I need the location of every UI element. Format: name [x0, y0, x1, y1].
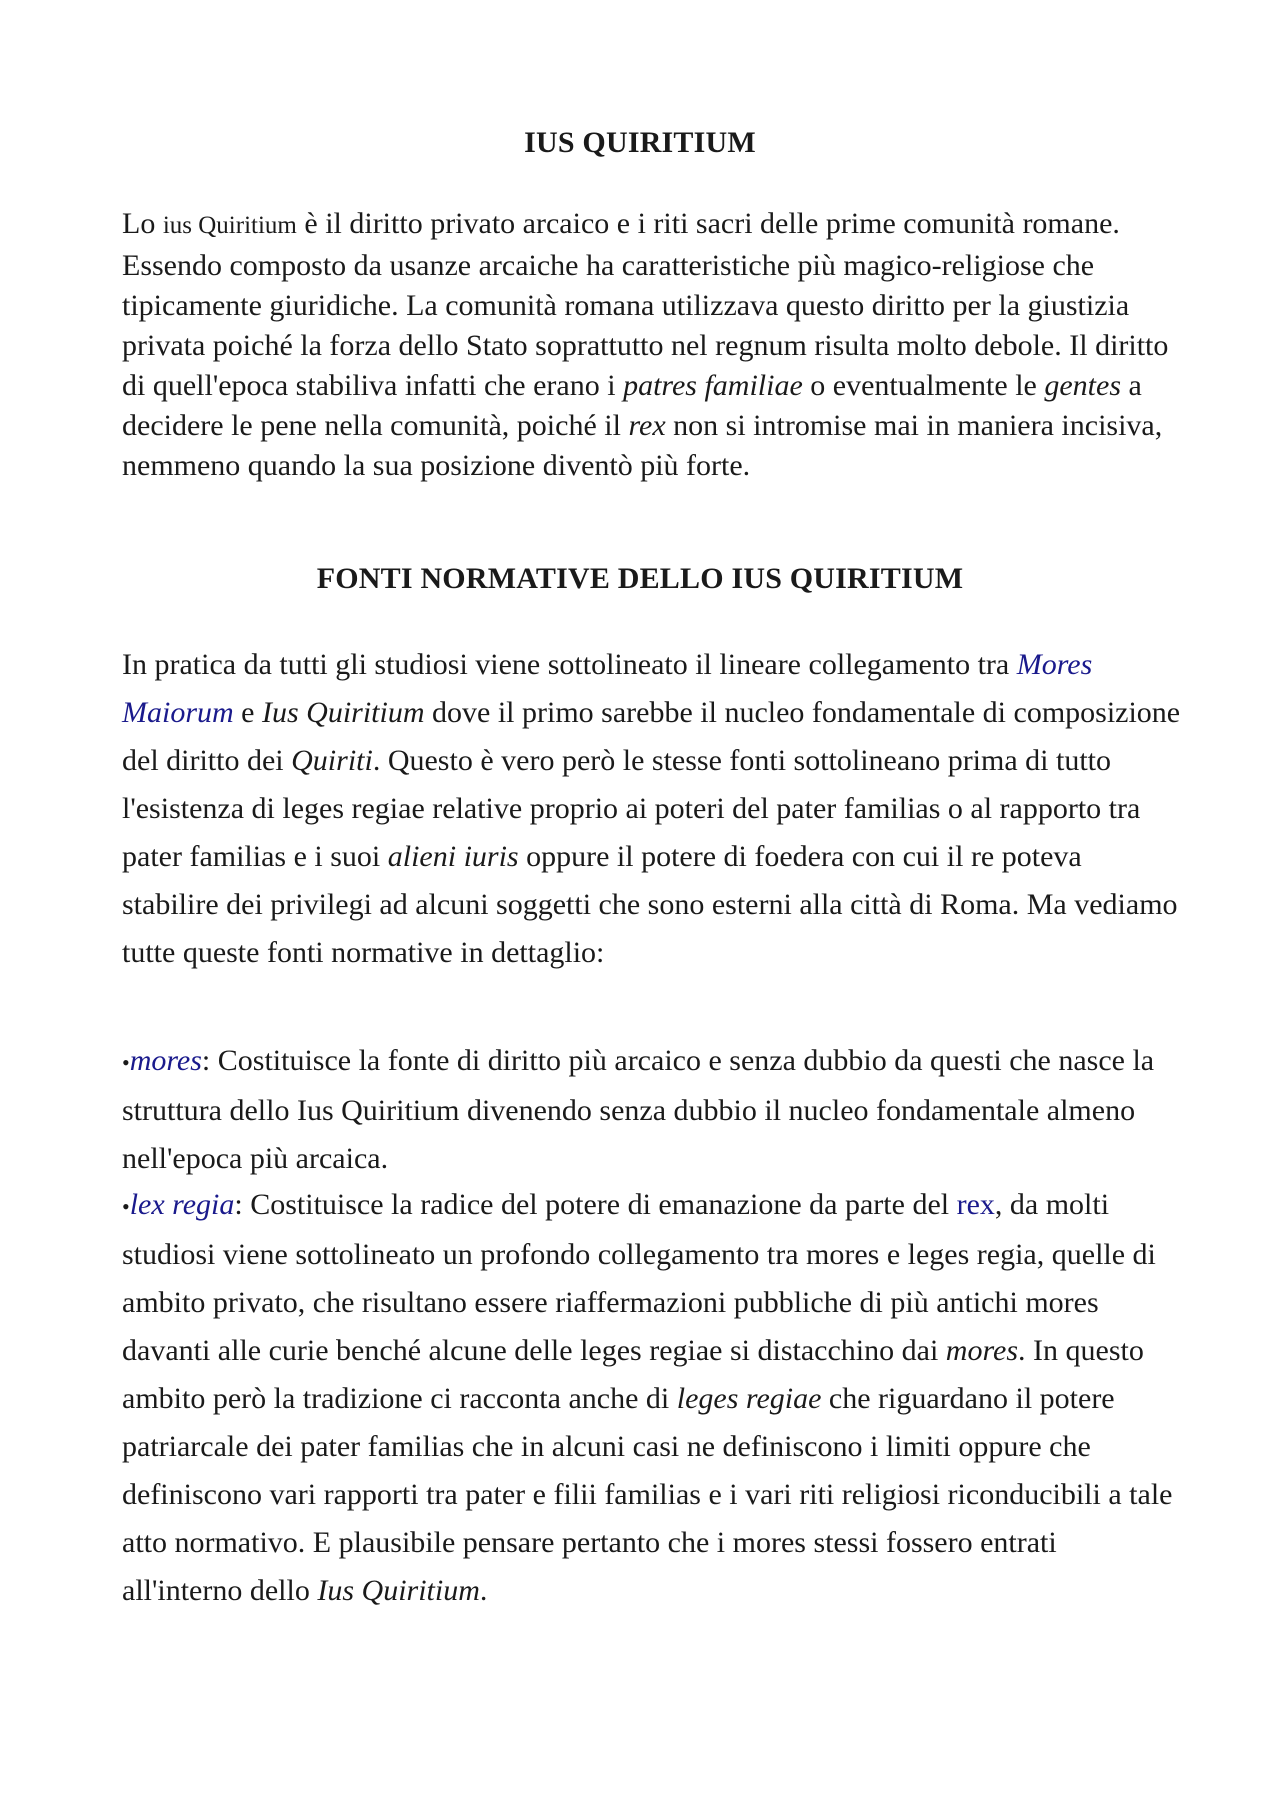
link-mores-maiorum[interactable]: Mores Maiorum: [122, 648, 1093, 729]
fonti-text-0: In pratica da tutti gli studiosi viene sottolineato il lineare collegamento tra: [122, 648, 1017, 681]
intro-text-0: Lo: [122, 207, 163, 240]
lex-text-2: . In questo ambito però la tradizione ci racconta anche di: [122, 1334, 1144, 1415]
intro-term-ius-quiritium: ius Quiritium: [162, 212, 297, 239]
link-lex-regia[interactable]: lex regia: [129, 1188, 235, 1221]
fonti-text-1: e: [233, 696, 262, 729]
lex-text-3: che riguardano il potere patriarcale dei pater familias che in alcuni casi ne definiscono i limiti oppure che definiscono vari rapporti tra pater e filii familias e i vari riti religiosi riconducibili a tale atto normativo. E plausibile pensare pertanto che i mores stessi fossero entrati all'interno dello: [122, 1382, 1173, 1607]
bullet-marker: •: [122, 1050, 130, 1075]
lex-text-0: : Costituisce la radice del potere di emanazione da parte del: [234, 1188, 957, 1221]
fonti-text-2: dove il primo sarebbe il nucleo fondamentale di composizione del diritto dei: [122, 696, 1181, 777]
intro-text-4: non si intromise mai in maniera incisiva, nemmeno quando la sua posizione diventò più forte.: [122, 409, 1163, 482]
fonti-text-3: . Questo è vero però le stesse fonti sottolineano prima di tutto l'esistenza di leges regiae relative proprio ai poteri del pater familias o al rapporto tra pater familias e i suoi: [122, 744, 1141, 873]
intro-italic-rex: rex: [628, 409, 666, 442]
lex-italic-leges-regiae: leges regiae: [676, 1382, 822, 1415]
bullet-marker: •: [122, 1194, 130, 1219]
fonti-italic-alieni-iuris: alieni iuris: [387, 840, 519, 873]
fonti-text-4: oppure il potere di foedera con cui il re poteva stabilire dei privilegi ad alcuni soggetti che sono esterni alla città di Roma. Ma vediamo tutte queste fonti normative in dettaglio:: [122, 840, 1178, 969]
link-rex[interactable]: rex: [956, 1188, 995, 1221]
intro-italic-patres-familiae: patres familiae: [623, 369, 803, 402]
intro-italic-gentes: gentes: [1044, 369, 1121, 402]
heading-ius-quiritium: IUS QUIRITIUM: [524, 126, 756, 159]
fonti-italic-quiriti: Quiriti: [291, 744, 373, 777]
lex-italic-mores: mores: [945, 1334, 1019, 1367]
bullet-item-lex-regia: [122, 1181, 1182, 1615]
lex-italic-ius-quiritium: Ius Quiritium: [317, 1574, 480, 1607]
lex-text-4: .: [479, 1574, 488, 1607]
heading-fonti-normative: FONTI NORMATIVE DELLO IUS QUIRITIUM: [316, 562, 964, 595]
intro-paragraph: [122, 204, 1182, 486]
fonti-paragraph: [122, 641, 1182, 977]
lex-text-1: , da molti studiosi viene sottolineato un profondo collegamento tra mores e leges regia, quelle di ambito privato, che risultano essere riaffermazioni pubbliche di più antichi mores davanti alle curie benché alcune delle leges regiae si distacchino dai: [122, 1188, 1156, 1367]
bullet-mores-text: : Costituisce la fonte di diritto più arcaico e senza dubbio da questi che nasce la struttura dello Ius Quiritium divenendo senza dubbio il nucleo fondamentale almeno nell'epoca più arcaica.: [122, 1044, 1155, 1175]
fonti-italic-ius-quiritium: Ius Quiritium: [262, 696, 425, 729]
link-mores[interactable]: mores: [129, 1044, 202, 1077]
intro-text-3: a decidere le pene nella comunità, poiché il: [122, 369, 1142, 442]
intro-text-1: è il diritto privato arcaico e i riti sacri delle prime comunità romane. Essendo composto da usanze arcaiche ha caratteristiche più magico-religiose che tipicamente giuridiche. La comunità romana utilizzava questo diritto per la giustizia privata poiché la forza dello Stato soprattutto nel regnum risulta molto debole. Il diritto di quell'epoca stabiliva infatti che erano i: [122, 207, 1169, 402]
bullet-item-mores: [122, 1037, 1182, 1183]
intro-text-2: o eventualmente le: [802, 369, 1045, 402]
